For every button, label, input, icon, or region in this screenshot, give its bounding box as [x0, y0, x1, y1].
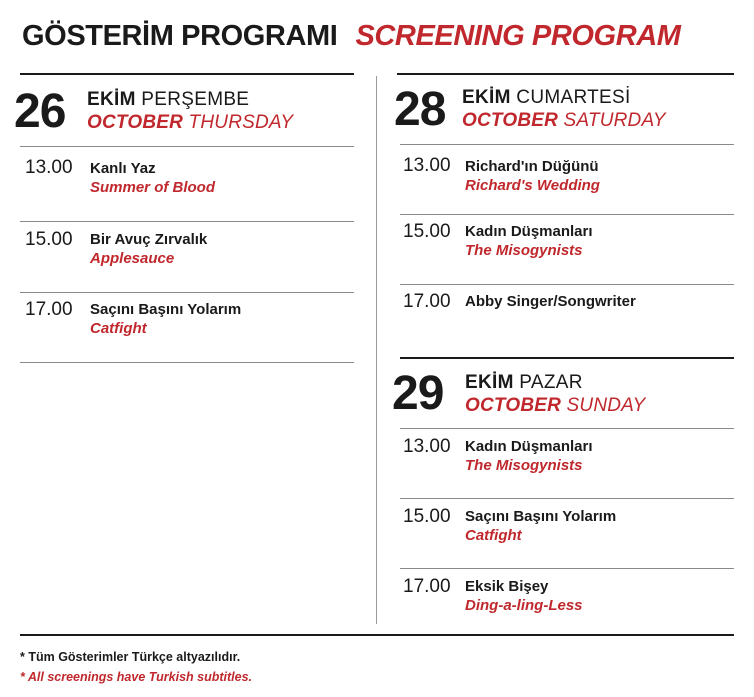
film-title-tr: Kadın Düşmanları — [465, 438, 593, 455]
month-tr: EKİM — [462, 87, 511, 108]
month-tr: EKİM — [87, 89, 136, 110]
film-title-tr: Eksik Bişey — [465, 578, 549, 595]
film-title-en: The Misogynists — [465, 242, 583, 259]
weekday-en: THURSDAY — [188, 112, 294, 133]
screening-time: 13.00 — [403, 155, 451, 176]
row-divider — [20, 292, 354, 293]
day-name — [87, 90, 293, 132]
screening-time: 17.00 — [403, 576, 451, 597]
film-title-en: Ding-a-ling-Less — [465, 597, 583, 614]
screening-time: 13.00 — [403, 436, 451, 457]
film-title-tr: Kadın Düşmanları — [465, 223, 593, 240]
film-title — [90, 161, 215, 195]
row-divider — [20, 362, 354, 363]
month-en: OCTOBER — [465, 395, 562, 416]
day-name — [462, 88, 666, 130]
film-title-en: Summer of Blood — [90, 179, 216, 196]
film-title — [465, 224, 593, 258]
row-divider — [400, 214, 734, 215]
page-header — [22, 20, 681, 53]
film-title — [90, 232, 207, 266]
film-title — [465, 294, 636, 309]
day-rule — [400, 144, 734, 145]
right-column-top-rule — [397, 73, 734, 75]
footer-top-rule — [20, 634, 734, 636]
film-title-en: Catfight — [465, 527, 522, 544]
day-rule — [400, 428, 734, 429]
footnote-english: * All screenings have Turkish subtitles. — [20, 670, 253, 684]
row-divider — [400, 284, 734, 285]
weekday-en: SUNDAY — [566, 395, 646, 416]
film-title-tr: Saçını Başını Yolarım — [90, 301, 242, 318]
film-title — [465, 579, 583, 613]
screening-time: 15.00 — [25, 229, 73, 250]
film-title-en: Richard's Wedding — [465, 177, 600, 194]
day-name — [465, 373, 646, 415]
day-number: 29 — [392, 367, 444, 420]
day-rule — [20, 146, 354, 147]
film-title — [465, 159, 600, 193]
month-en: OCTOBER — [87, 112, 184, 133]
screening-time: 17.00 — [403, 291, 451, 312]
day-number: 28 — [394, 83, 446, 136]
column-divider — [376, 76, 377, 624]
row-divider — [400, 498, 734, 499]
day-separator-rule — [400, 357, 734, 359]
film-title-en: The Misogynists — [465, 457, 583, 474]
left-column-top-rule — [20, 73, 354, 75]
row-divider — [20, 221, 354, 222]
row-divider — [400, 568, 734, 569]
day-number: 26 — [14, 85, 66, 138]
film-title-tr: Saçını Başını Yolarım — [465, 508, 617, 525]
film-title — [90, 302, 241, 336]
screening-time: 15.00 — [403, 506, 451, 527]
film-title-en: Catfight — [90, 320, 147, 337]
film-title — [465, 509, 616, 543]
film-title — [465, 439, 593, 473]
screening-time: 17.00 — [25, 299, 73, 320]
film-title-tr: Kanlı Yaz — [90, 160, 156, 177]
screening-time: 13.00 — [25, 157, 73, 178]
weekday-tr: PERŞEMBE — [141, 89, 250, 110]
title-english: SCREENING PROGRAM — [355, 20, 681, 52]
film-title-en: Applesauce — [90, 250, 175, 267]
weekday-en: SATURDAY — [563, 110, 666, 131]
month-en: OCTOBER — [462, 110, 559, 131]
weekday-tr: CUMARTESİ — [516, 87, 631, 108]
film-title-tr: Richard'ın Düğünü — [465, 158, 599, 175]
title-turkish: GÖSTERİM PROGRAMI — [22, 20, 338, 52]
film-title-tr: Abby Singer/Songwriter — [465, 293, 636, 310]
weekday-tr: PAZAR — [519, 372, 583, 393]
film-title-tr: Bir Avuç Zırvalık — [90, 231, 208, 248]
month-tr: EKİM — [465, 372, 514, 393]
footnote-turkish: * Tüm Gösterimler Türkçe altyazılıdır. — [20, 650, 241, 664]
screening-time: 15.00 — [403, 221, 451, 242]
